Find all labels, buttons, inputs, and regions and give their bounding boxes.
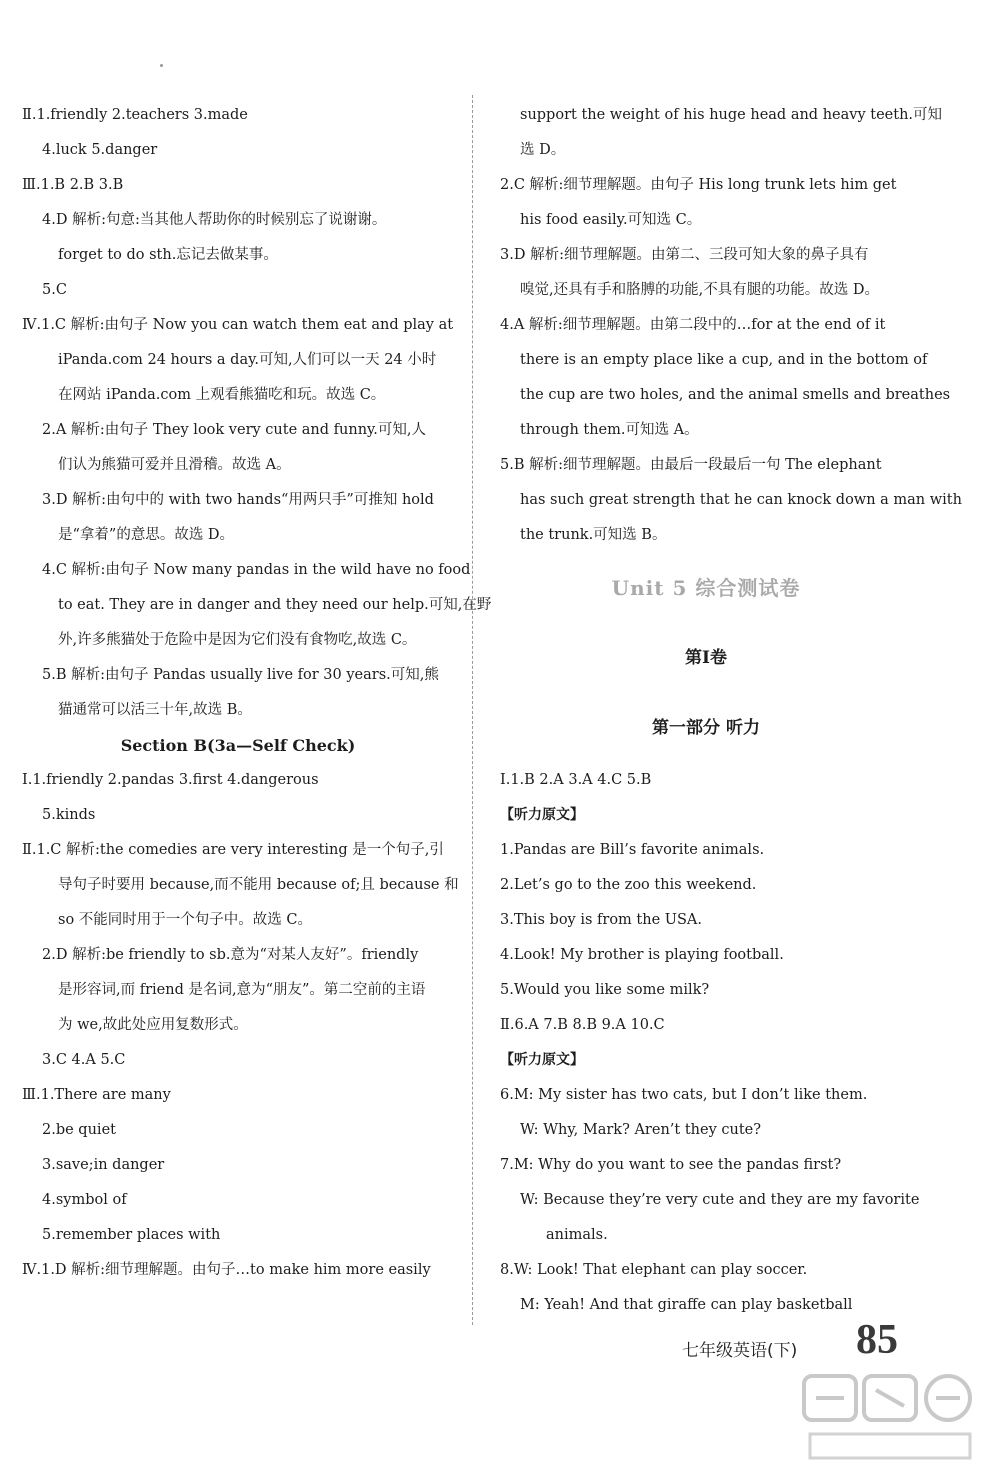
unit-test-title: Unit 5 综合测试卷: [611, 576, 801, 600]
listening-answer-line: 1.Pandas are Bill’s favorite animals.: [500, 842, 765, 858]
listening-answer-line: 2.Let’s go to the zoo this weekend.: [500, 877, 757, 893]
left-answer-line: Ⅳ.1.C 解析:由句子 Now you can watch them eat and play at: [22, 317, 454, 333]
column-divider: [472, 95, 473, 1325]
right-answer-line: his food easily.可知选 C。: [520, 212, 702, 228]
left-answer-line: Ⅲ.1.There are many: [22, 1087, 171, 1103]
right-answer-line: through them.可知选 A。: [520, 422, 699, 438]
right-answer-line: 选 D。: [520, 142, 566, 158]
left-answer-line: 导句子时要用 because,而不能用 because of;且 because 和: [58, 877, 459, 893]
right-column-top: [500, 98, 962, 553]
left-answer-line: 2.be quiet: [42, 1122, 116, 1138]
listening-answer-line: Ⅰ.1.B 2.A 3.A 4.C 5.B: [500, 772, 652, 788]
listening-answer-line: 4.Look! My brother is playing football.: [500, 947, 784, 963]
left-answer-line: 2.A 解析:由句子 They look very cute and funny.可知,人: [42, 422, 427, 438]
left-answer-line: 5.B 解析:由句子 Pandas usually live for 30 years.可知,熊: [42, 667, 439, 683]
left-answer-line: 5.C: [42, 282, 67, 298]
listening-answer-line: animals.: [546, 1227, 608, 1243]
left-answer-line: 3.C 4.A 5.C: [42, 1052, 126, 1068]
left-answer-line: Ⅱ.1.C 解析:the comedies are very interesting 是一个句子,引: [22, 842, 444, 858]
listening-answer-line: 5.Would you like some milk?: [500, 982, 710, 998]
left-answer-line: 们认为熊猫可爱并且滑稽。故选 A。: [58, 457, 291, 473]
left-answer-line: forget to do sth.忘记去做某事。: [58, 247, 278, 263]
left-answer-line: Ⅳ.1.D 解析:细节理解题。由句子…to make him more easily: [22, 1262, 431, 1278]
left-answer-line: 3.save;in danger: [42, 1157, 165, 1173]
right-answer-line: 3.D 解析:细节理解题。由第二、三段可知大象的鼻子具有: [500, 247, 869, 263]
left-answer-line: Ⅲ.1.B 2.B 3.B: [22, 177, 124, 193]
left-answer-line: Section B(3a—Self Check): [120, 736, 356, 755]
right-answer-line: 嗅觉,还具有手和胳膊的功能,不具有腿的功能。故选 D。: [520, 282, 879, 298]
listening-answer-line: 7.M: Why do you want to see the pandas first?: [500, 1157, 842, 1173]
scan-speck: [160, 64, 163, 67]
listening-answer-line: M: Yeah! And that giraffe can play basketball: [520, 1297, 853, 1313]
left-answer-line: 猫通常可以活三十年,故选 B。: [58, 702, 252, 718]
left-answer-line: 4.C 解析:由句子 Now many pandas in the wild have no food: [42, 562, 471, 578]
footer-grade-subject: 七年级英语(下): [682, 1341, 798, 1361]
right-answer-line: 5.B 解析:细节理解题。由最后一段最后一句 The elephant: [500, 457, 882, 473]
left-answer-line: 5.kinds: [42, 807, 96, 823]
listening-answer-line: 6.M: My sister has two cats, but I don’t like them.: [500, 1087, 868, 1103]
left-answer-line: to eat. They are in danger and they need our help.可知,在野: [58, 597, 492, 613]
right-answer-line: support the weight of his huge head and heavy teeth.可知: [520, 107, 943, 123]
right-column: [500, 98, 962, 1323]
left-answer-line: 为 we,故此处应用复数形式。: [58, 1017, 248, 1033]
part-title: 第一部分 听力: [652, 718, 760, 738]
listening-answer-line: 【听力原文】: [500, 807, 584, 823]
left-answer-line: 2.D 解析:be friendly to sb.意为“对某人友好”。friendly: [42, 947, 419, 963]
right-answer-line: 2.C 解析:细节理解题。由句子 His long trunk lets him get: [500, 177, 897, 193]
left-answer-line: 3.D 解析:由句中的 with two hands“用两只手”可推知 hold: [42, 492, 434, 508]
listening-answer-line: 8.W: Look! That elephant can play soccer.: [500, 1262, 808, 1278]
right-column-bottom: [500, 763, 920, 1323]
right-answer-line: there is an empty place like a cup, and in the bottom of: [520, 352, 928, 368]
right-answer-line: has such great strength that he can knock down a man with: [520, 492, 962, 508]
left-answer-line: 是形容词,而 friend 是名词,意为“朋友”。第二空前的主语: [58, 982, 426, 998]
listening-answer-line: W: Why, Mark? Aren’t they cute?: [520, 1122, 762, 1138]
left-answer-line: 4.D 解析:句意:当其他人帮助你的时候别忘了说谢谢。: [42, 212, 387, 228]
listening-answer-line: 【听力原文】: [500, 1052, 584, 1068]
page-number: 85: [856, 1317, 898, 1363]
listening-answer-line: Ⅱ.6.A 7.B 8.B 9.A 10.C: [500, 1017, 665, 1033]
right-answer-line: 4.A 解析:细节理解题。由第二段中的…for at the end of it: [500, 317, 886, 333]
listening-answer-line: 3.This boy is from the USA.: [500, 912, 703, 928]
left-answer-line: Ⅱ.1.friendly 2.teachers 3.made: [22, 107, 248, 123]
left-answer-line: so 不能同时用于一个句子中。故选 C。: [58, 912, 312, 928]
left-answer-line: Ⅰ.1.friendly 2.pandas 3.first 4.dangerous: [22, 772, 319, 788]
right-answer-line: the trunk.可知选 B。: [520, 527, 667, 543]
left-answer-line: 4.symbol of: [42, 1192, 127, 1208]
volume-title: 第Ⅰ卷: [685, 648, 727, 668]
left-answer-line: 4.luck 5.danger: [42, 142, 158, 158]
right-answer-line: the cup are two holes, and the animal smells and breathes: [520, 387, 951, 403]
listening-answer-line: W: Because they’re very cute and they are my favorite: [520, 1192, 920, 1208]
left-answer-line: 是“拿着”的意思。故选 D。: [58, 527, 235, 543]
left-answer-line: 在网站 iPanda.com 上观看熊猫吃和玩。故选 C。: [58, 387, 386, 403]
watermark-logo-icon: [800, 1372, 980, 1464]
left-column: [22, 98, 492, 1288]
left-answer-line: iPanda.com 24 hours a day.可知,人们可以一天 24 小时: [58, 352, 437, 368]
left-answer-line: 5.remember places with: [42, 1227, 221, 1243]
left-answer-line: 外,许多熊猫处于危险中是因为它们没有食物吃,故选 C。: [58, 632, 417, 648]
